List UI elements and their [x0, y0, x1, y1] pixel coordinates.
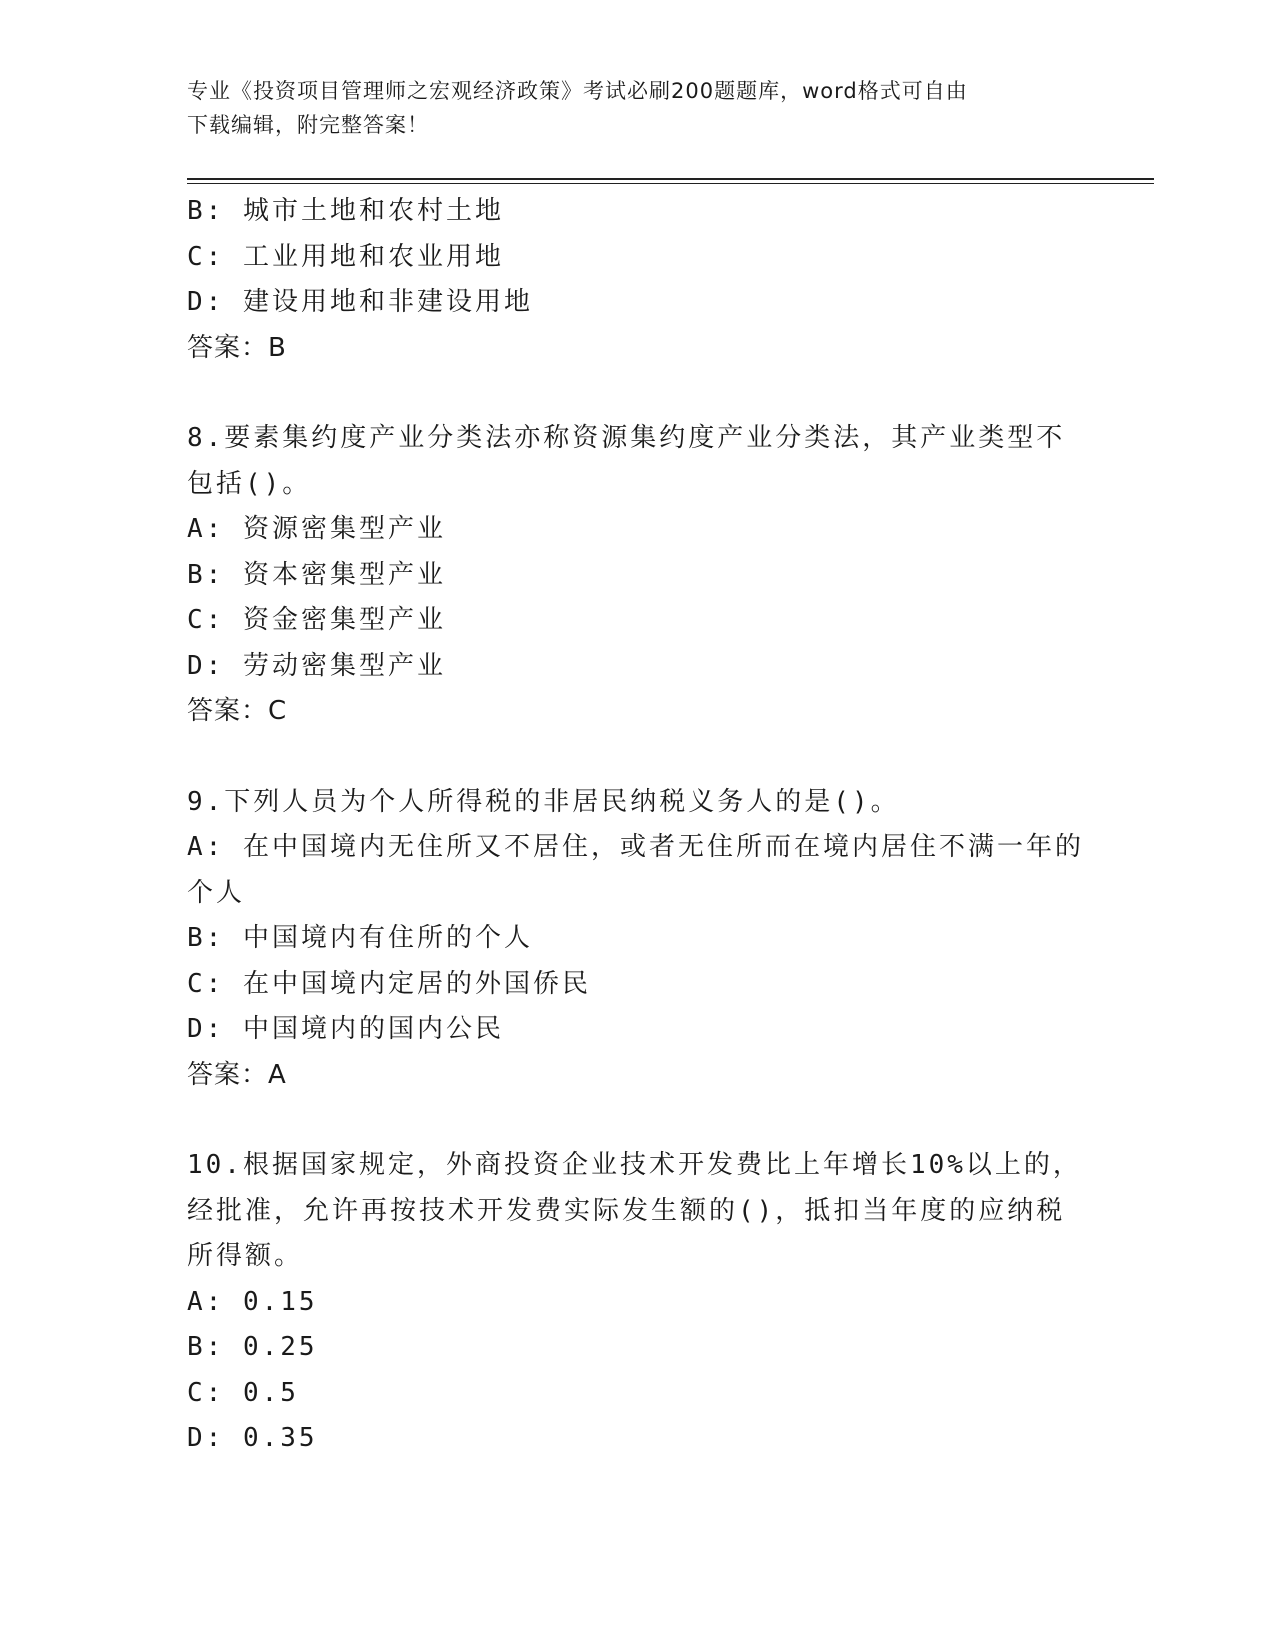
option-b: B: 城市土地和农村土地	[187, 196, 504, 226]
option-b: B: 0.25	[187, 1332, 318, 1362]
option-a: A: 资源密集型产业	[187, 514, 446, 544]
answer: 答案：C	[187, 696, 288, 726]
option-a: A: 在中国境内无住所又不居住，或者无住所而在境内居住不满一年的	[187, 832, 1084, 862]
header-line-1: 专业《投资项目管理师之宏观经济政策》考试必刷200题题库，word格式可自由	[187, 79, 968, 103]
answer: 答案：A	[187, 1059, 287, 1090]
option-c: C: 在中国境内定居的外国侨民	[187, 968, 591, 999]
question-stem: 8.要素集约度产业分类法亦称资源集约度产业分类法，其产业类型不	[187, 423, 1066, 453]
option-a-continued: 个人	[187, 877, 246, 908]
option-b: B: 中国境内有住所的个人	[187, 923, 533, 953]
question-stem: 10.根据国家规定，外商投资企业技术开发费比上年增长10%以上的，	[187, 1150, 1082, 1180]
option-c: C: 0.5	[187, 1377, 299, 1408]
question-8	[187, 416, 1087, 735]
answer: 答案：B	[187, 332, 287, 363]
option-d: D: 劳动密集型产业	[187, 650, 446, 681]
option-d: D: 建设用地和非建设用地	[187, 287, 533, 317]
option-c: C: 资金密集型产业	[187, 605, 446, 635]
question-stem: 经批准，允许再按技术开发费实际发生额的()，抵扣当年度的应纳税	[187, 1195, 1066, 1226]
question-9	[187, 780, 1087, 1099]
question-10	[187, 1143, 1087, 1462]
header-divider-thick	[187, 178, 1154, 180]
question-stem: 包括()。	[187, 468, 312, 499]
document-header	[187, 74, 1067, 142]
option-b: B: 资本密集型产业	[187, 559, 446, 590]
option-d: D: 中国境内的国内公民	[187, 1014, 504, 1044]
option-a: A: 0.15	[187, 1286, 318, 1317]
question-7-continued	[187, 189, 1087, 371]
question-list	[187, 189, 1087, 1462]
option-d: D: 0.35	[187, 1423, 318, 1453]
question-stem: 9.下列人员为个人所得税的非居民纳税义务人的是()。	[187, 786, 900, 817]
question-stem: 所得额。	[187, 1241, 304, 1271]
header-divider-thin	[187, 183, 1154, 184]
header-line-2: 下载编辑，附完整答案！	[187, 113, 429, 137]
option-c: C: 工业用地和农业用地	[187, 241, 504, 272]
